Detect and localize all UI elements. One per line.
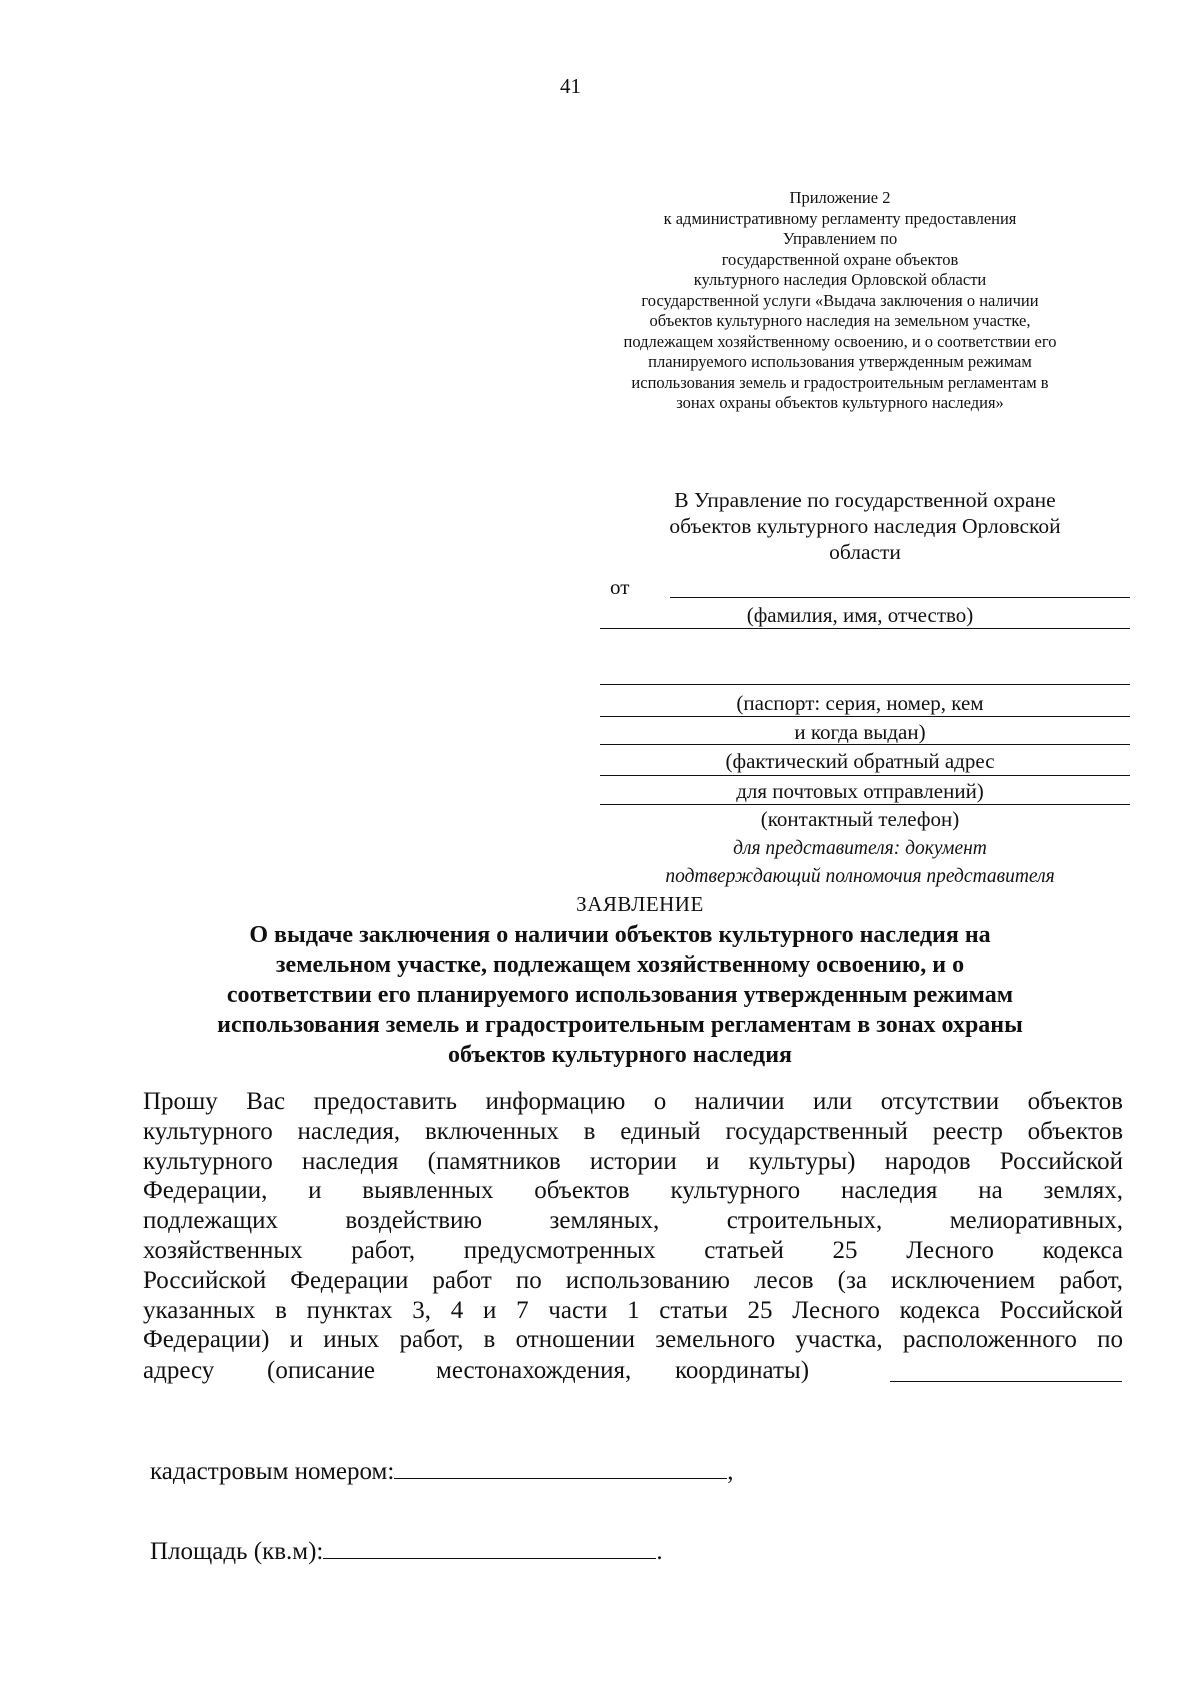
passport-line-2[interactable] (600, 716, 1130, 717)
appendix-line: Управлением по (782, 229, 898, 248)
appendix-line: государственной услуги «Выдача заключения о наличии (641, 290, 1039, 310)
body-line: хозяйственных работ, предусмотренных статьей 25 Лесного кодекса (143, 1236, 1123, 1264)
passport-caption-2: и когда выдан) (794, 720, 926, 744)
statement-title (140, 920, 1100, 1070)
body-line: указанных в пунктах 3, 4 и 7 части 1 статьи 25 Лесного кодекса Российской (143, 1296, 1123, 1324)
title-line: соответствии его планируемого использования утвержденным режимам (226, 982, 1014, 1008)
body-word: (описание (267, 1357, 375, 1384)
addressee-block (600, 487, 1130, 565)
area-row (150, 1538, 663, 1566)
title-line: использования земель и градостроительным регламентам в зонах охраны (217, 1012, 1023, 1038)
cadastral-label: кадастровым номером: (150, 1458, 395, 1485)
cadastral-number-field[interactable] (394, 1460, 727, 1479)
address-line[interactable] (600, 744, 1130, 745)
body-word: координаты) (675, 1357, 810, 1384)
appendix-line: к административному регламенту предоставления (663, 208, 1017, 228)
phone-line[interactable] (600, 804, 1130, 805)
from-label: от (610, 575, 630, 599)
body-line: Прошу Вас предоставить информацию о наличии или отсутствии объектов (143, 1088, 1123, 1115)
body-line: культурного наследия (памятников истории и культуры) народов Российской (143, 1147, 1123, 1175)
area-label: Площадь (кв.м): (150, 1538, 324, 1565)
area-end: . (656, 1538, 663, 1565)
title-line: земельном участке, подлежащем хозяйственному освоению, и о (275, 952, 965, 978)
body-word: местонахождения, (436, 1357, 632, 1384)
appendix-line: объектов культурного наследия на земельном участке, (649, 311, 1031, 330)
body-line: Федерации) и иных работ, в отношении земельного участка, расположенного по (143, 1326, 1123, 1354)
appendix-line: планируемого использования утвержденным режимам (648, 352, 1032, 371)
title-line: объектов культурного наследия (447, 1042, 793, 1068)
name-caption: (фамилия, имя, отчество) (746, 603, 974, 627)
addressee-line: В Управление по государственной охране (674, 488, 1056, 512)
addressee-line: объектов культурного наследия Орловской (669, 514, 1061, 538)
name-caption-underline (600, 628, 1130, 629)
appendix-line: подлежащем хозяйственному освоению, и о соответствии его (623, 331, 1057, 351)
title-line: О выдаче заключения о наличии объектов культурного наследия на (249, 922, 991, 948)
area-field[interactable] (323, 1540, 656, 1559)
body-line: культурного наследия, включенных в единый государственный реестр объектов (143, 1117, 1123, 1145)
passport-line[interactable] (600, 684, 1130, 685)
address-description-field[interactable] (890, 1381, 1122, 1382)
passport-caption: (паспорт: серия, номер, кем (736, 691, 984, 715)
address-caption: (фактический обратный адрес (725, 749, 995, 773)
statement-label: ЗАЯВЛЕНИЕ (576, 892, 704, 916)
phone-caption: (контактный телефон) (760, 807, 960, 831)
body-line: подлежащих воздействию земляных, строительных, мелиоративных, (143, 1207, 1123, 1235)
appendix-line: использования земель и градостроительным регламентам в (631, 372, 1049, 392)
cadastral-number-row (150, 1458, 734, 1486)
applicant-name-line[interactable] (670, 597, 1130, 598)
representative-note: для представителя: документ (733, 838, 987, 859)
page-number: 41 (560, 74, 581, 98)
appendix-line: Приложение 2 (789, 188, 891, 207)
appendix-header (540, 188, 1140, 414)
appendix-line: зонах охраны объектов культурного наследия» (676, 393, 1004, 412)
body-word: адресу (143, 1357, 215, 1384)
appendix-line: культурного наследия Орловской области (693, 270, 987, 289)
body-line: Федерации, и выявленных объектов культурного наследия на землях, (143, 1177, 1123, 1205)
address-line-2[interactable] (600, 775, 1130, 776)
address-caption-2: для почтовых отправлений) (736, 779, 984, 803)
appendix-line: государственной охране объектов (721, 249, 959, 269)
representative-note-2: подтверждающий полномочия представителя (665, 866, 1055, 887)
addressee-line: области (829, 540, 901, 564)
cadastral-end: , (727, 1458, 734, 1485)
statement-body (143, 1087, 1123, 1355)
body-line: Российской Федерации работ по использованию лесов (за исключением работ, (143, 1266, 1123, 1294)
